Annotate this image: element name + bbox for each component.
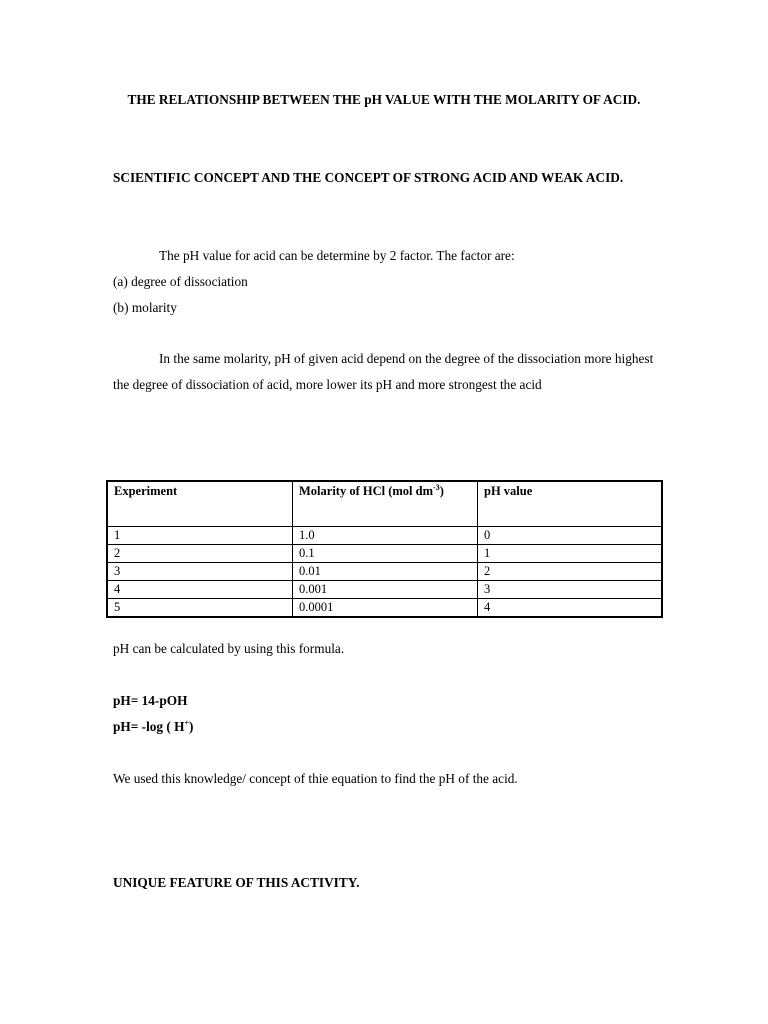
cell-experiment: 3 — [107, 563, 293, 581]
cell-ph: 4 — [478, 599, 663, 618]
cell-experiment: 2 — [107, 545, 293, 563]
cell-experiment: 5 — [107, 599, 293, 618]
formula-log-superscript: + — [184, 718, 190, 728]
section-heading-concept: SCIENTIFIC CONCEPT AND THE CONCEPT OF STRONG ACID AND WEAK ACID. — [113, 170, 624, 185]
document-title: THE RELATIONSHIP BETWEEN THE pH VALUE WITH THE MOLARITY OF ACID. — [127, 92, 641, 107]
factor-item-b: (b) molarity — [113, 300, 177, 315]
cell-molarity: 1.0 — [293, 527, 478, 545]
cell-ph: 2 — [478, 563, 663, 581]
cell-experiment: 1 — [107, 527, 293, 545]
closing-text: We used this knowledge/ concept of thie equation to find the pH of the acid. — [113, 771, 518, 786]
cell-molarity: 0.001 — [293, 581, 478, 599]
cell-molarity: 0.0001 — [293, 599, 478, 618]
cell-molarity: 0.1 — [293, 545, 478, 563]
cell-ph: 1 — [478, 545, 663, 563]
cell-ph: 3 — [478, 581, 663, 599]
factor-item-a: (a) degree of dissociation — [113, 274, 248, 289]
formula-log — [113, 714, 663, 740]
column-header-ph: pH value — [478, 481, 663, 527]
formula-log-suffix: ) — [189, 719, 194, 734]
table-row — [107, 563, 662, 581]
table-row — [107, 599, 662, 618]
table-row — [107, 581, 662, 599]
table-row — [107, 527, 662, 545]
column-header-molarity: Molarity of HCl (mol $dm^{-3}$) — [293, 481, 478, 527]
molarity-ph-table — [106, 480, 663, 618]
molarity-header-text: Molarity of HCl (mol dm — [299, 484, 434, 498]
formula-intro: pH can be calculated by using this formula. — [113, 641, 345, 656]
formula-poh: pH= 14-pOH — [113, 693, 188, 708]
cell-molarity: 0.01 — [293, 563, 478, 581]
cell-ph: 0 — [478, 527, 663, 545]
table-row — [107, 545, 662, 563]
body-paragraph: In the same molarity, pH of given acid depend on the degree of the dissociation more highest the degree of dissociation of acid, more lower its pH and more strongest the acid — [113, 351, 654, 392]
cell-experiment: 4 — [107, 581, 293, 599]
section-heading-unique-feature: UNIQUE FEATURE OF THIS ACTIVITY. — [113, 875, 360, 890]
molarity-header-exponent: -3 — [433, 482, 440, 492]
table-header-row — [107, 481, 662, 527]
intro-text: The pH value for acid can be determine by 2 factor. The factor are: — [159, 248, 515, 263]
formula-log-prefix: pH= -log ( H — [113, 719, 185, 734]
column-header-experiment: Experiment — [107, 481, 293, 527]
